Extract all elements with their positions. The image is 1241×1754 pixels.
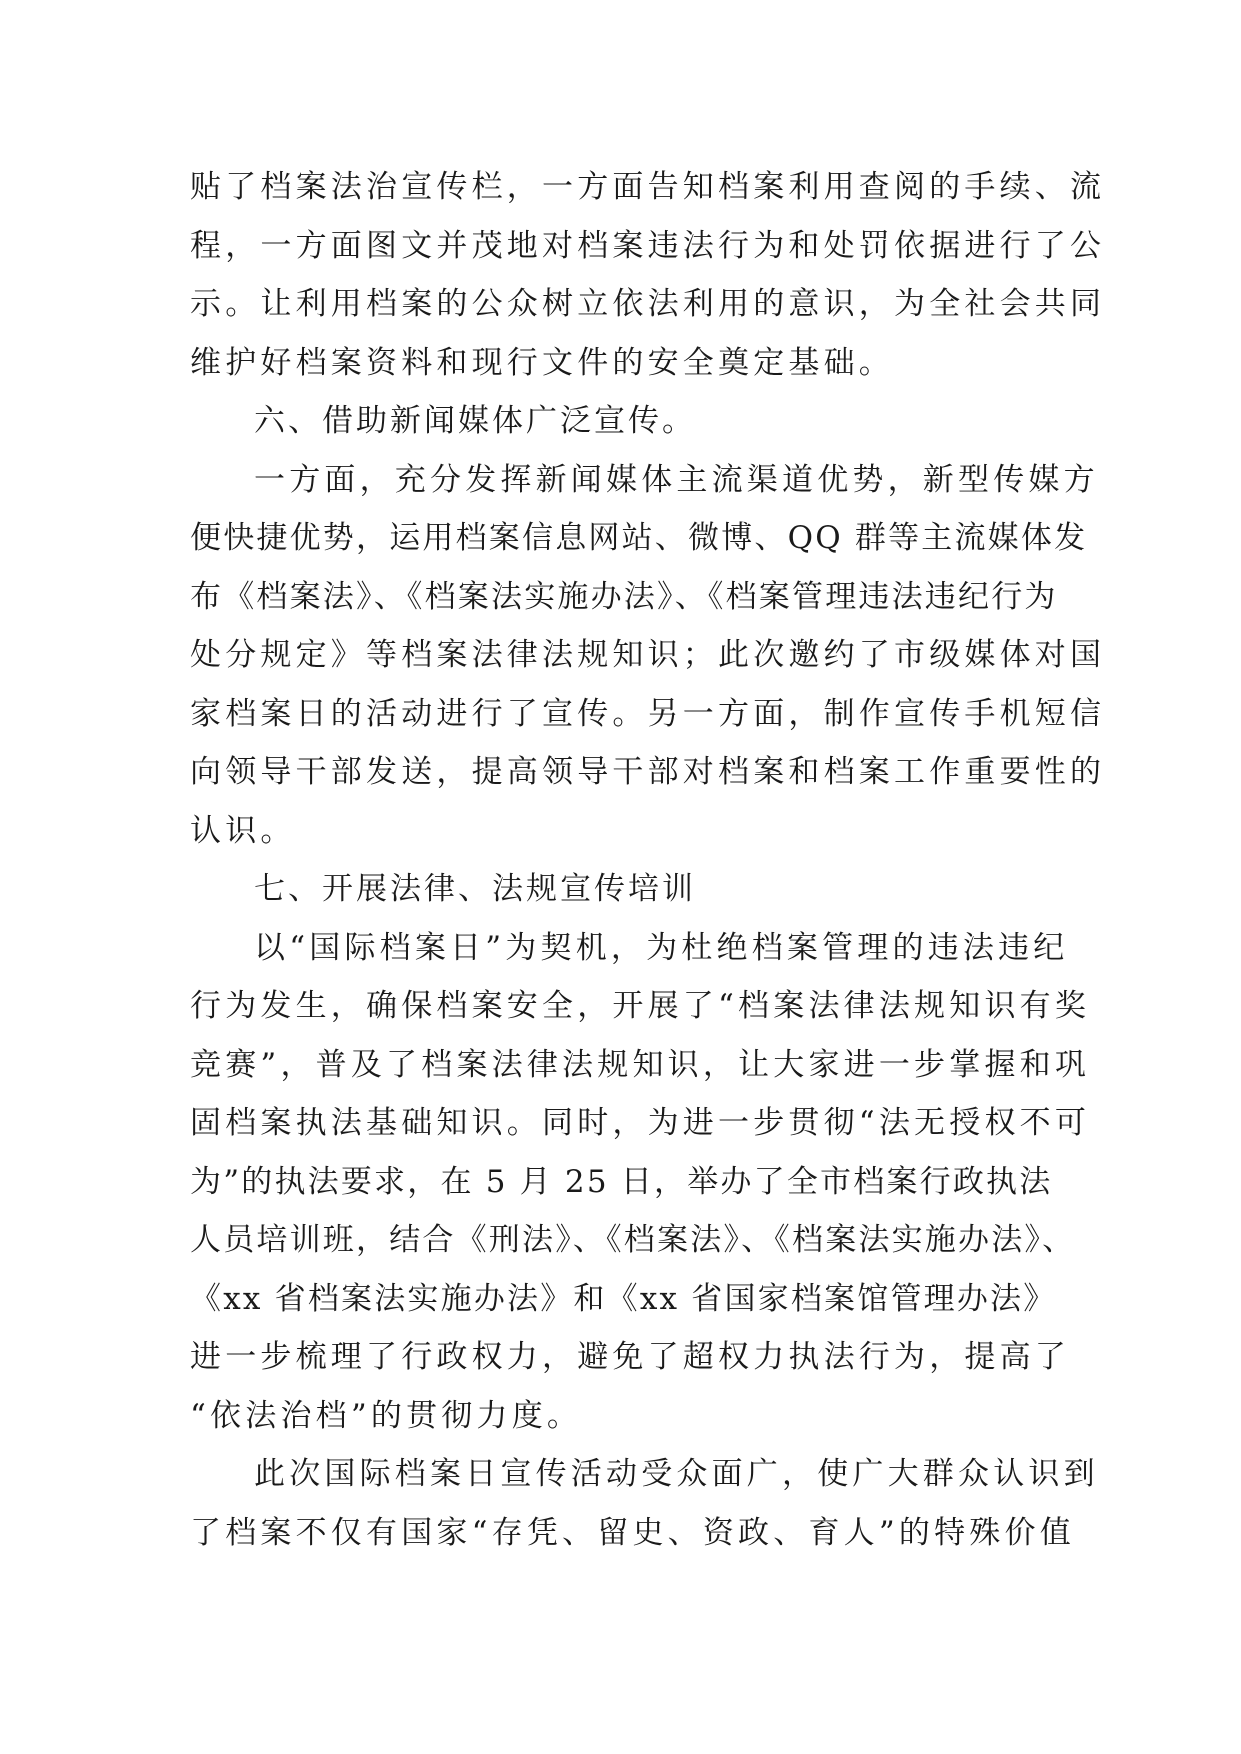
section-heading-six: 六、借助新闻媒体广泛宣传。 [254, 403, 696, 439]
text-line: 贴了档案法治宣传栏，一方面告知档案利用查阅的手续、流 [190, 169, 1106, 205]
text-line: 程，一方面图文并茂地对档案违法行为和处罚依据进行了公 [190, 227, 1106, 264]
text-line: 一方面，充分发挥新闻媒体主流渠道优势，新型传媒方 [254, 461, 1099, 498]
text-line: 示。让利用档案的公众树立依法利用的意识，为全社会共同 [190, 286, 1106, 322]
text-line: 布《档案法》、《档案法实施办法》、《档案管理违法违纪行为 [190, 578, 1058, 615]
text-line: 固档案执法基础知识。同时，为进一步贯彻“法无授权不可 [190, 1105, 1091, 1141]
text-line: “依法治档”的贯彻力度。 [190, 1397, 583, 1434]
text-line: 竞赛”，普及了档案法律法规知识，让大家进一步掌握和巩 [190, 1046, 1091, 1083]
text-line: 处分规定》等档案法律法规知识；此次邀约了市级媒体对国 [190, 637, 1106, 673]
text-line: 进一步梳理了行政权力，避免了超权力执法行为，提高了 [190, 1339, 1070, 1375]
text-line: 向领导干部发送，提高领导干部对档案和档案工作重要性的 [190, 754, 1106, 790]
text-line: 家档案日的活动进行了宣传。另一方面，制作宣传手机短信 [190, 695, 1106, 732]
text-line: 维护好档案资料和现行文件的安全奠定基础。 [190, 344, 894, 381]
section-heading-seven: 七、开展法律、法规宣传培训 [254, 871, 696, 907]
text-line: 为”的执法要求，在 5 月 25 日，举办了全市档案行政执法 [190, 1163, 1053, 1200]
text-line: 认识。 [190, 812, 296, 849]
document-body [190, 158, 1106, 1562]
text-line: 行为发生，确保档案安全，开展了“档案法律法规知识有奖 [190, 988, 1091, 1024]
text-line: 了档案不仅有国家“存凭、留史、资政、育人”的特殊价值 [190, 1514, 1075, 1551]
text-line: 此次国际档案日宣传活动受众面广，使广大群众认识到 [254, 1456, 1099, 1492]
text-line: 以“国际档案日”为契机，为杜绝档案管理的违法违纪 [254, 929, 1069, 966]
text-line: 便快捷优势，运用档案信息网站、微博、QQ 群等主流媒体发 [190, 520, 1088, 556]
text-line: 《xx 省档案法实施办法》和《xx 省国家档案馆管理办法》 [190, 1280, 1057, 1317]
text-line: 人员培训班，结合《刑法》、《档案法》、《档案法实施办法》、 [190, 1222, 1076, 1258]
